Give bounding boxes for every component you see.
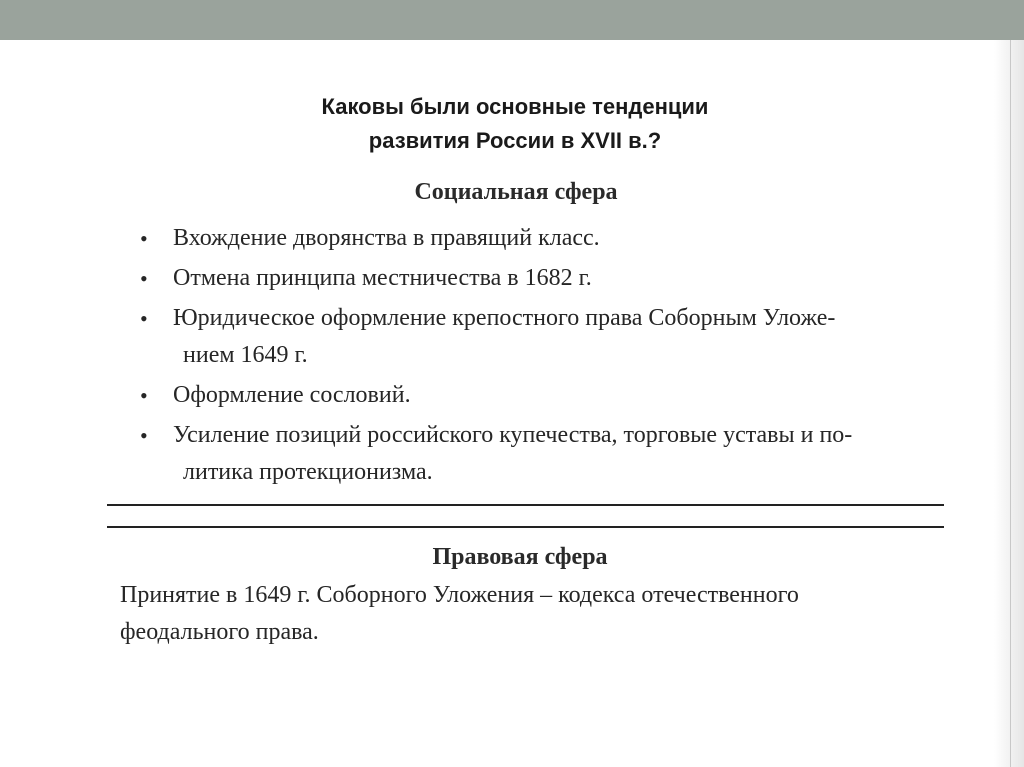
bullet-icon: • bbox=[140, 423, 148, 448]
bullet-icon: • bbox=[140, 226, 148, 251]
list-item-text: Отмена принципа местничества в 1682 г. bbox=[173, 265, 592, 291]
document-scan bbox=[105, 172, 945, 494]
bullet-icon: • bbox=[140, 266, 148, 291]
legal-sphere-text-line-1: Принятие в 1649 г. Соборного Уложения – кодекса отечественного bbox=[120, 582, 799, 608]
list-item-continuation: нием 1649 г. bbox=[183, 342, 308, 368]
legal-sphere-section bbox=[120, 537, 920, 651]
list-item bbox=[105, 260, 945, 297]
slide-top-bar bbox=[0, 0, 1024, 40]
list-item-continuation: литика протекционизма. bbox=[183, 459, 433, 485]
slide-title-line-2: развития России в XVII в.? bbox=[368, 128, 662, 153]
list-item bbox=[105, 377, 945, 414]
legal-sphere-heading: Правовая сфера bbox=[432, 544, 608, 570]
social-sphere-heading: Социальная сфера bbox=[414, 179, 618, 205]
bullet-icon: • bbox=[140, 383, 148, 408]
list-item-text: Вхождение дворянства в правящий класс. bbox=[173, 225, 600, 251]
list-item-text: Юридическое оформление крепостного права Соборным Уложе- bbox=[173, 305, 836, 331]
list-item-text: Усиление позиций российского купечества, торговые уставы и по- bbox=[173, 422, 853, 448]
list-item bbox=[105, 220, 945, 257]
slide-title bbox=[0, 90, 1024, 158]
divider-line bbox=[107, 526, 944, 528]
list-item bbox=[105, 417, 945, 491]
bullet-icon: • bbox=[140, 306, 148, 331]
legal-sphere-text-line-2: феодального права. bbox=[120, 619, 319, 645]
slide-title-line-1: Каковы были основные тенденции bbox=[321, 94, 709, 119]
list-item bbox=[105, 300, 945, 374]
list-item-text: Оформление сословий. bbox=[173, 382, 411, 408]
social-sphere-list bbox=[105, 220, 945, 491]
divider-line bbox=[107, 504, 944, 506]
